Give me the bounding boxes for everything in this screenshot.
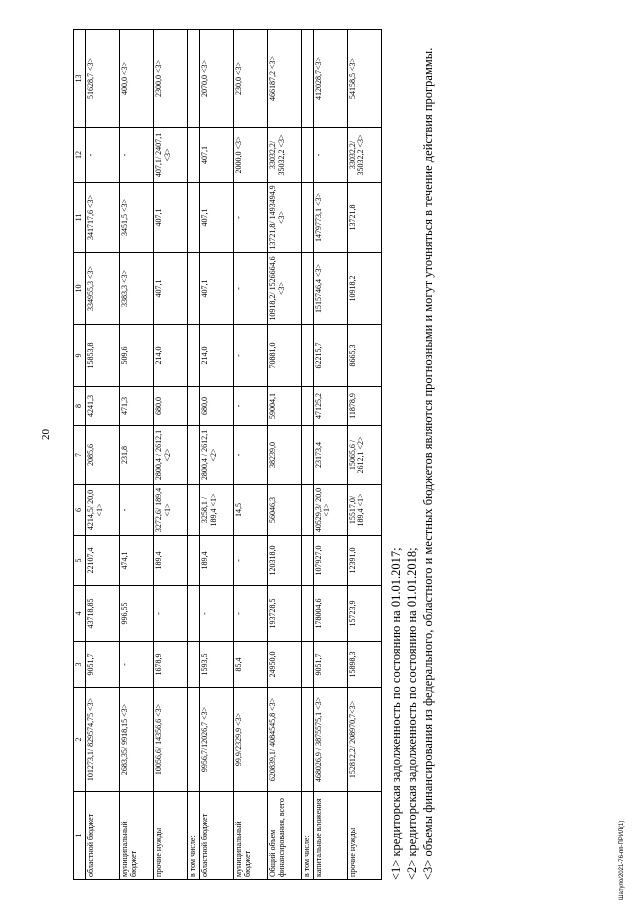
column-header: 2 xyxy=(74,688,86,792)
empty-cell xyxy=(301,642,313,688)
empty-cell xyxy=(188,426,200,485)
value-cell: 214,0 xyxy=(154,325,188,387)
column-header: 3 xyxy=(74,642,86,688)
value-cell: - xyxy=(233,183,267,253)
value-cell: 996,55 xyxy=(120,586,154,642)
value-cell: 3383,3 <3> xyxy=(120,253,154,325)
value-cell: 33032,2/ 35032,2 <3> xyxy=(267,128,301,183)
value-cell: 15517,0/ 189,4 <1> xyxy=(347,485,381,536)
value-cell: 54158,5 <3> xyxy=(347,30,381,128)
value-cell: 407,1 xyxy=(199,128,233,183)
value-cell: 11878,9 xyxy=(347,387,381,426)
value-cell: - xyxy=(199,586,233,642)
row-label-cell: капитальные вложения xyxy=(313,792,347,880)
value-cell: - xyxy=(154,586,188,642)
column-header: 11 xyxy=(74,183,86,253)
row-label-cell: муниципальный бюджет xyxy=(120,792,154,880)
value-cell: 9051,7 xyxy=(313,642,347,688)
value-cell: 51628,7 <3> xyxy=(86,30,120,128)
value-cell: 680,0 xyxy=(199,387,233,426)
table-row xyxy=(86,30,120,880)
empty-cell xyxy=(188,128,200,183)
value-cell: 2800,4 / 2612,1 <2> xyxy=(199,426,233,485)
value-cell: 59004,1 xyxy=(267,387,301,426)
table-row xyxy=(199,30,233,880)
value-cell: - xyxy=(233,586,267,642)
value-cell: 407,1 xyxy=(199,253,233,325)
value-cell: 22107,4 xyxy=(86,536,120,586)
value-cell: 15853,8 xyxy=(86,325,120,387)
value-cell: 4214,5/ 20,0 <1> xyxy=(86,485,120,536)
value-cell: 107927,0 xyxy=(313,536,347,586)
column-header: 13 xyxy=(74,30,86,128)
table-row xyxy=(267,30,301,880)
table-row xyxy=(313,30,347,880)
value-cell: 178004,6 xyxy=(313,586,347,642)
value-cell: - xyxy=(120,642,154,688)
empty-cell xyxy=(301,536,313,586)
value-cell: 412028,7<3> xyxy=(313,30,347,128)
page-number: 20 xyxy=(40,429,52,440)
value-cell: 70881,0 xyxy=(267,325,301,387)
value-cell: 101273,1/ 829574,75 <3> xyxy=(86,688,120,792)
footnote-1: <1> кредиторская задолженность по состоянию на 01.01.2017; xyxy=(388,547,403,880)
value-cell: 2300,0 <3> xyxy=(154,30,188,128)
value-cell: 152812,2/ 208970,7<3> xyxy=(347,688,381,792)
column-header: 1 xyxy=(74,792,86,880)
empty-cell xyxy=(188,183,200,253)
empty-cell xyxy=(188,325,200,387)
empty-cell xyxy=(301,325,313,387)
value-cell: 38239,0 xyxy=(267,426,301,485)
value-cell: 62215,7 xyxy=(313,325,347,387)
value-cell: 12391,0 xyxy=(347,536,381,586)
row-label-cell: Общий объем финансирования, всего xyxy=(267,792,301,880)
value-cell: 1678,9 xyxy=(154,642,188,688)
value-cell: 23173,4 xyxy=(313,426,347,485)
value-cell: 468026,9 / 3875575,1 <3> xyxy=(313,688,347,792)
value-cell: 10918,2/ 1526664,6 <3> xyxy=(267,253,301,325)
value-cell: 231,8 xyxy=(120,426,154,485)
value-cell: 2800,4 / 2612,1 <2> xyxy=(154,426,188,485)
empty-cell xyxy=(301,426,313,485)
rotated-page-content xyxy=(73,30,613,880)
value-cell: 2683,35/ 9918,15 <3> xyxy=(120,688,154,792)
value-cell: 230,0 <3> xyxy=(233,30,267,128)
empty-cell xyxy=(301,30,313,128)
row-label-cell: областной бюджет xyxy=(199,792,233,880)
value-cell: - xyxy=(86,128,120,183)
table-body xyxy=(86,30,382,880)
column-header: 4 xyxy=(74,586,86,642)
empty-cell xyxy=(301,688,313,792)
value-cell: 193728,5 xyxy=(267,586,301,642)
empty-cell xyxy=(188,30,200,128)
value-cell: 3272,6/ 189,4 <1> xyxy=(154,485,188,536)
value-cell: 407,1 xyxy=(199,183,233,253)
value-cell: 33032,2/ 35032,2 <3> xyxy=(347,128,381,183)
value-cell: 13721,8/ 1493494,9 <3> xyxy=(267,183,301,253)
value-cell: 10056,6/ 14356,6 <3> xyxy=(154,688,188,792)
document-stamp: Шатуло/2021-76-пп-ПРИЛ(1) xyxy=(619,820,625,900)
empty-cell xyxy=(301,387,313,426)
value-cell: 189,4 xyxy=(199,536,233,586)
value-cell: 1515746,4 <3> xyxy=(313,253,347,325)
value-cell: 471,3 xyxy=(120,387,154,426)
table-row xyxy=(347,30,381,880)
value-cell: 120318,0 xyxy=(267,536,301,586)
footnote-2: <2> кредиторская задолженность по состоянию на 01.01.2018; xyxy=(404,547,419,880)
column-header: 6 xyxy=(74,485,86,536)
value-cell: 85,4 xyxy=(233,642,267,688)
value-cell: 13721,8 xyxy=(347,183,381,253)
value-cell: - xyxy=(233,536,267,586)
table-row xyxy=(154,30,188,880)
value-cell: 407,1 xyxy=(154,183,188,253)
value-cell: - xyxy=(233,387,267,426)
value-cell: 2000,0 <3> xyxy=(233,128,267,183)
value-cell: 2070,0 <3> xyxy=(199,30,233,128)
value-cell: 43718,85 xyxy=(86,586,120,642)
value-cell: - xyxy=(120,485,154,536)
empty-cell xyxy=(301,485,313,536)
row-label-cell: областной бюджет xyxy=(86,792,120,880)
value-cell: 40529,3/ 20,0 <1> xyxy=(313,485,347,536)
value-cell: - xyxy=(313,128,347,183)
value-cell: 407,1 xyxy=(154,253,188,325)
table-row xyxy=(120,30,154,880)
value-cell: 1593,5 xyxy=(199,642,233,688)
column-header: 10 xyxy=(74,253,86,325)
column-header: 12 xyxy=(74,128,86,183)
column-header: 5 xyxy=(74,536,86,586)
table-subheader-row xyxy=(188,30,200,880)
subheader-cell: в том числе: xyxy=(188,792,200,880)
value-cell: 15065,6 / 2612,1 <2> xyxy=(347,426,381,485)
empty-cell xyxy=(301,586,313,642)
empty-cell xyxy=(188,536,200,586)
value-cell: 466187,2 <3> xyxy=(267,30,301,128)
empty-cell xyxy=(188,688,200,792)
empty-cell xyxy=(301,128,313,183)
value-cell: 47125,2 xyxy=(313,387,347,426)
value-cell: 620839,1/ 4084545,8 <3> xyxy=(267,688,301,792)
value-cell: 3451,5 <3> xyxy=(120,183,154,253)
column-header: 7 xyxy=(74,426,86,485)
subheader-cell: в том числе: xyxy=(301,792,313,880)
value-cell: 1479773,1 <3> xyxy=(313,183,347,253)
value-cell: 9051,7 xyxy=(86,642,120,688)
value-cell: - xyxy=(120,128,154,183)
value-cell: - xyxy=(233,253,267,325)
footnote-3: <3> объемы финансирования из федерального, областного и местных бюджетов являются прогнозными и могут уточняться в течение действия программы. xyxy=(420,47,435,880)
row-label-cell: муниципальный бюджет xyxy=(233,792,267,880)
value-cell: 9956,7/12026,7 <3> xyxy=(199,688,233,792)
value-cell: 189,4 xyxy=(154,536,188,586)
empty-cell xyxy=(301,253,313,325)
column-header: 8 xyxy=(74,387,86,426)
value-cell: 8665,3 xyxy=(347,325,381,387)
table-row xyxy=(233,30,267,880)
table-subheader-row xyxy=(301,30,313,880)
empty-cell xyxy=(188,387,200,426)
row-label-cell: прочие нужды xyxy=(154,792,188,880)
empty-cell xyxy=(188,642,200,688)
value-cell: 24950,0 xyxy=(267,642,301,688)
empty-cell xyxy=(301,183,313,253)
value-cell: 14,5 xyxy=(233,485,267,536)
empty-cell xyxy=(188,253,200,325)
value-cell: 10918,2 xyxy=(347,253,381,325)
empty-cell xyxy=(188,485,200,536)
value-cell: 680,0 xyxy=(154,387,188,426)
value-cell: 407,1/ 2407,1 <3> xyxy=(154,128,188,183)
value-cell: 214,0 xyxy=(199,325,233,387)
footnotes xyxy=(388,30,436,880)
value-cell: 509,6 xyxy=(120,325,154,387)
table-header-row xyxy=(74,30,86,880)
value-cell: 56046,3 xyxy=(267,485,301,536)
row-label-cell: прочие нужды xyxy=(347,792,381,880)
financing-table xyxy=(73,29,382,880)
value-cell: 3258,1 / 189,4 <1> xyxy=(199,485,233,536)
value-cell: 4241,3 xyxy=(86,387,120,426)
value-cell: 2085,6 xyxy=(86,426,120,485)
value-cell: 15723,9 xyxy=(347,586,381,642)
value-cell: 334955,3 <3> xyxy=(86,253,120,325)
value-cell: 474,1 xyxy=(120,536,154,586)
value-cell: - xyxy=(233,325,267,387)
column-header: 9 xyxy=(74,325,86,387)
empty-cell xyxy=(188,586,200,642)
value-cell: 341717,6 <3> xyxy=(86,183,120,253)
value-cell: 15898,3 xyxy=(347,642,381,688)
value-cell: 99,9/2329,9 <3> xyxy=(233,688,267,792)
value-cell: - xyxy=(233,426,267,485)
value-cell: 400,0 <3> xyxy=(120,30,154,128)
